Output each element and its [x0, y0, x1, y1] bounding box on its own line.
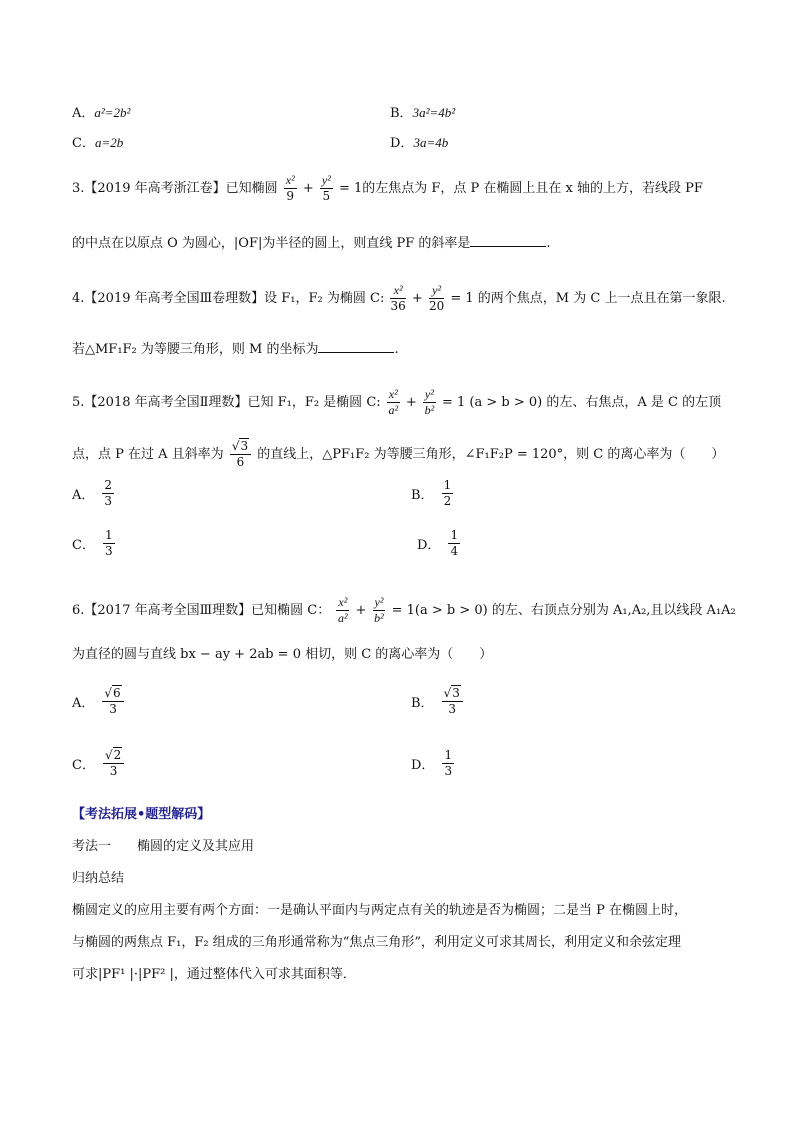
q4-line1: 4.【2019 年高考全国Ⅲ卷理数】设 F₁，F₂ 为椭圆 C: $\frac{\text{x²}}{36}$ + $\frac{\text{y²}}{20}$ = 1 的两个焦点，M 为 C 上一点且在第一象限.: [72, 283, 726, 313]
method-title: 考法一 椭圆的定义及其应用: [72, 839, 255, 854]
q2-option-c: C．a=2b: [72, 135, 124, 151]
q6-option-d: D． $\frac{1}{3}$: [411, 748, 453, 778]
q4-frac-x: $\frac{\text{x²}}{36}$: [390, 283, 406, 313]
q4-line2: 若△MF₁F₂ 为等腰三角形，则 M 的坐标为 .: [72, 342, 399, 357]
q6-line2: 为直径的圆与直线 bx − ay + 2ab = 0 相切，则 C 的离心率为（ ）: [72, 647, 493, 662]
summary-para-line3: 可求|PF¹ |·|PF² |，通过整体代入可求其面积等．: [72, 967, 356, 982]
q2-option-a: A．a²=2b²: [72, 105, 131, 121]
q6-frac-y: $\frac{\text{y²}}{\text{b²}}$: [374, 595, 384, 625]
q6-option-c: C． $\frac{√2}{3}$: [72, 748, 126, 779]
summary-para-line2: 与椭圆的两焦点 F₁，F₂ 组成的三角形通常称为“焦点三角形”，利用定义可求其周长，利用定义和余弦定理: [72, 935, 682, 950]
q5-option-c: C． $\frac{1}{3}$: [72, 528, 113, 558]
q6-option-b: B． $\frac{√3}{3}$: [411, 686, 465, 717]
summary-title: 归纳总结: [72, 871, 125, 886]
q4-answer-blank[interactable]: [318, 340, 394, 353]
q5-line2: 点，点 P 在过 A 且斜率为 $\frac{√3}{6}$ 的直线上，△PF₁F₂ 为等腰三角形，∠F₁F₂P = 120°，则 C 的离心率为（ ）: [72, 439, 725, 469]
q6-frac-x: $\frac{\text{x²}}{\text{a²}}$: [338, 595, 348, 625]
q5-line1: 5.【2018 年高考全国Ⅱ理数】已知 F₁，F₂ 是椭圆 C: $\frac{\text{x²}}{\text{a²}}$ + $\frac{\text{y²}}{\text{b²}}$ = 1 (a > b > 0) 的左、右焦点，A 是 C 的左顶: [72, 387, 722, 417]
summary-para-line1: 椭圆定义的应用主要有两个方面：一是确认平面内与两定点有关的轨迹是否为椭圆；二是当 P 在椭圆上时，: [72, 903, 688, 918]
q5-option-b: B． $\frac{1}{2}$: [411, 478, 452, 508]
q5-option-a: A． $\frac{2}{3}$: [72, 478, 113, 508]
q6-line1: 6.【2017 年高考全国Ⅲ理数】已知椭圆 C： $\frac{\text{x²}}{\text{a²}}$ + $\frac{\text{y²}}{\text{b²}}$ = 1(a > b > 0) 的左、右顶点分别为 A₁,A₂,且以线段 A₁A₂: [72, 595, 736, 625]
q3-frac-y: $\frac{\text{y²}}{5}$: [321, 173, 331, 203]
q3-line1: 3.【2019 年高考浙江卷】已知椭圆 $\frac{\text{x²}}{9}$ + $\frac{\text{y²}}{5}$ = 1的左焦点为 F，点 P 在椭圆上且在 x 轴的上方，若线段 PF: [72, 173, 703, 203]
section-heading: 【考法拓展•题型解码】: [72, 807, 211, 822]
q2-option-b: B．3a²=4b²: [390, 105, 456, 121]
q3-line2: 的中点在以原点 O 为圆心，|OF|为半径的圆上，则直线 PF 的斜率是 .: [72, 236, 551, 251]
q2-option-d: D．3a=4b: [390, 135, 449, 151]
q5-slope-frac: $\frac{√3}{6}$: [230, 439, 251, 470]
q5-frac-x: $\frac{\text{x²}}{\text{a²}}$: [388, 387, 399, 417]
q6-option-a: A． $\frac{√6}{3}$: [72, 686, 126, 717]
q5-frac-y: $\frac{\text{y²}}{\text{b²}}$: [424, 387, 435, 417]
q3-frac-x: $\frac{\text{x²}}{9}$: [285, 173, 295, 203]
q4-frac-y: $\frac{\text{y²}}{20}$: [428, 283, 445, 313]
q3-answer-blank[interactable]: [470, 234, 546, 247]
q5-option-d: D． $\frac{1}{4}$: [417, 528, 459, 558]
